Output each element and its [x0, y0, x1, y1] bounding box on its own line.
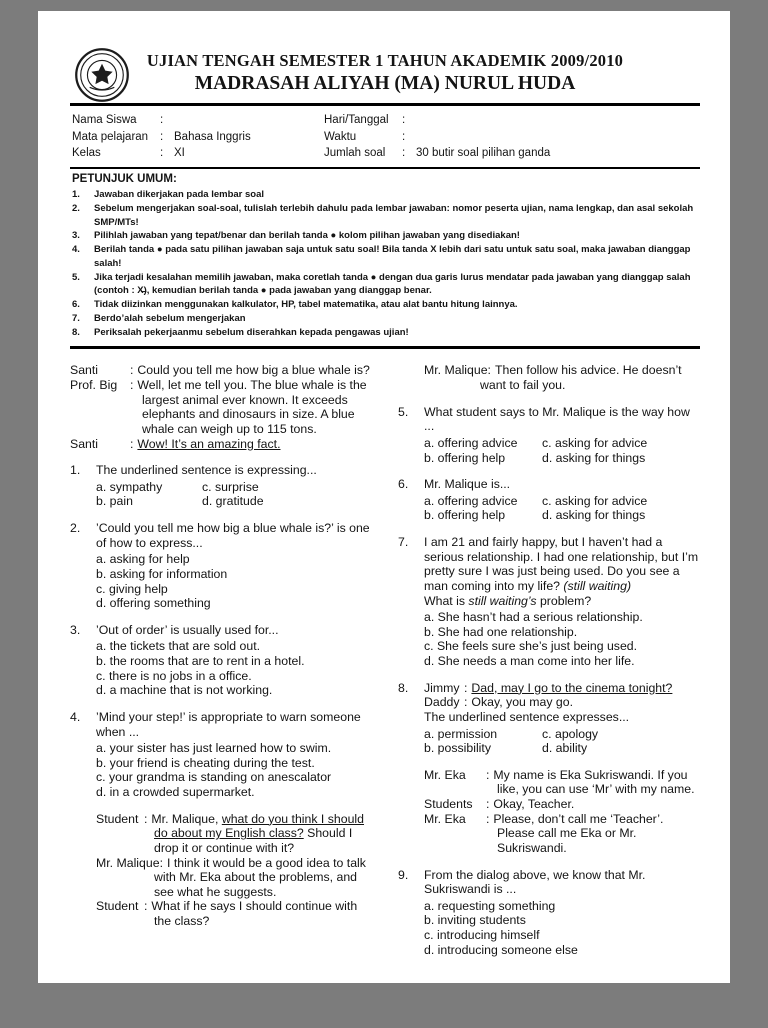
document-page	[38, 11, 730, 983]
dialog-text: I think it would be a good idea to talk with Mr. Eka about the problems, and see what he suggests.	[154, 855, 366, 899]
answer-options	[424, 436, 700, 465]
question-1	[70, 463, 372, 509]
dialog-text: Okay, you may go.	[471, 695, 574, 710]
question-text: From the dialog above, we know that Mr. Sukriswandi is ...	[424, 867, 646, 897]
info-left-column	[72, 112, 324, 162]
question-7	[398, 535, 700, 669]
option-c: c. there is no jobs in a office.	[96, 668, 252, 683]
question-5	[398, 405, 700, 466]
option-c: c. your grandma is standing on anescalator	[96, 770, 332, 785]
dialog-text: Mr. Malique,	[151, 811, 222, 826]
underlined-dialog-text: Wow! It’s an amazing fact.	[137, 436, 281, 451]
option-d: d. in a crowded supermarket.	[96, 785, 255, 800]
option-d: d. ability	[542, 741, 588, 756]
question-text: What student says to Mr. Malique is the way how ...	[424, 404, 690, 434]
dialog-text: Should I drop it or continue with it?	[154, 826, 353, 855]
speaker: Santi	[70, 363, 99, 378]
student-info-section	[70, 106, 700, 167]
question-9	[398, 868, 700, 958]
question-body	[70, 349, 700, 957]
underlined-dialog-text: what do you think I should do about my English class?	[154, 811, 365, 841]
option-a: a. the tickets that are sold out.	[96, 639, 261, 654]
dialog-text: Could you tell me how big a blue whale is?	[137, 363, 370, 378]
answer-options	[424, 727, 700, 756]
question-number: 9.	[398, 867, 409, 882]
answer-options	[424, 494, 700, 523]
option-c: c. asking for advice	[542, 435, 648, 450]
italic-text: (still waiting)	[563, 578, 632, 593]
speaker: Daddy	[424, 695, 460, 710]
dialog-line: Mr. Eka : My name is Eka Sukriswandi. If you like, you can use ‘Mr’ with my name.	[424, 767, 695, 797]
answer-options	[96, 639, 372, 698]
question-text: Mr. Malique is...	[424, 477, 511, 492]
italic-text: still waiting’s	[468, 593, 537, 608]
school-logo-icon	[74, 47, 130, 103]
answer-options	[96, 552, 372, 611]
option-d: d. gratitude	[202, 494, 264, 509]
school-name: MADRASAH ALIYAH (MA) NURUL HUDA	[194, 73, 576, 94]
speaker: Mr. Malique:	[424, 363, 491, 378]
info-label: Kelas	[72, 147, 101, 160]
option-a: a. asking for help	[96, 552, 190, 567]
dialog-english-class	[96, 812, 372, 929]
info-row-jumlah-soal	[324, 145, 550, 162]
question-number: 7.	[398, 535, 409, 550]
dialog-text: Well, let me tell you. The blue whale is the largest animal ever known. It exceeds elephants and dinosaurs in size. A blue whale can weigh up to 115 tons.	[137, 378, 367, 436]
speaker: Prof. Big	[70, 378, 118, 393]
question-text: The underlined sentence is expressing...	[96, 463, 317, 478]
info-row-waktu	[324, 129, 550, 146]
question-number: 1.	[70, 463, 81, 478]
instruction-item: 2. Sebelum mengerjakan soal-soal, tulislah terlebih dahulu pada lembar jawaban: nomor peserta ujian, nama lengkap, dan asal sekolah SMP/MTs!	[72, 202, 694, 228]
instruction-item: 7. Berdo’alah sebelum mengerjakan	[72, 312, 246, 324]
dialog-line: Student : Mr. Malique, what do you think I should do about my English class? Should I drop it or continue with it?	[96, 811, 365, 855]
question-number: 2.	[70, 521, 81, 536]
question-2	[70, 521, 372, 611]
info-value: Bahasa Inggris	[174, 130, 251, 143]
question-text: I am 21 and fairly happy, but I haven’t had a serious relationship. I had one relationship, but I’m pretty sure I was just being used. Do you see a man coming into my life? (still waiting)	[424, 535, 699, 593]
option-a: a. She hasn’t had a serious relationship.	[424, 610, 643, 625]
option-b: b. offering help	[424, 508, 506, 523]
info-colon: :	[402, 130, 406, 143]
option-a: a. offering advice	[424, 493, 518, 508]
dialog-line	[424, 363, 700, 392]
option-c: c. apology	[542, 726, 599, 741]
option-b: b. your friend is cheating during the test.	[96, 755, 315, 770]
info-right-column	[324, 112, 550, 162]
question-number: 3.	[70, 622, 81, 637]
option-b: b. She had one relationship.	[424, 624, 578, 639]
info-colon: :	[160, 114, 164, 126]
option-d: d. asking for things	[542, 508, 646, 523]
instruction-item: 4. Berilah tanda ● pada satu pilihan jawaban saja untuk satu soal! Bila tanda X lebih dari satu untuk satu soal, maka jawaban dianggap salah!	[72, 244, 691, 269]
option-c: c. She feels sure she’s just being used.	[424, 639, 638, 654]
option-b: b. pain	[96, 494, 133, 509]
instruction-item: 8. Periksalah pekerjaanmu sebelum diserahkan kepada pengawas ujian!	[72, 326, 409, 338]
option-b: b. possibility	[424, 741, 491, 756]
info-row-kelas	[72, 145, 324, 162]
instruction-item: 1. Jawaban dikerjakan pada lembar soal	[72, 189, 265, 201]
info-value: 30 butir soal pilihan ganda	[416, 147, 551, 160]
dialog-advice	[424, 363, 700, 392]
option-d: d. She needs a man come into her life.	[424, 654, 635, 669]
question-3	[70, 623, 372, 698]
dialog-mr-eka	[424, 768, 700, 856]
underlined-dialog-text: Dad, may I go to the cinema tonight?	[471, 680, 673, 695]
dialog-whale	[70, 363, 372, 451]
option-b: b. asking for information	[96, 566, 228, 581]
dialog-text: Please, don’t call me ‘Teacher’. Please call me Eka or Mr. Sukriswandi.	[493, 811, 664, 855]
answer-options	[424, 610, 700, 669]
option-c: c. introducing himself	[424, 928, 540, 943]
speaker: Mr. Eka	[424, 811, 466, 826]
dialog-line: Students : Okay, Teacher.	[424, 797, 575, 812]
speaker: Mr. Eka	[424, 767, 466, 782]
option-b: b. offering help	[424, 450, 506, 465]
info-label: Nama Siswa	[72, 114, 137, 126]
answer-options	[424, 899, 700, 958]
question-number: 8.	[398, 680, 409, 695]
option-a: a. offering advice	[424, 435, 518, 450]
option-c: c. giving help	[96, 581, 168, 596]
info-colon: :	[160, 147, 164, 160]
question-text: ’Could you tell me how big a blue whale is?’ is one of how to express...	[96, 521, 370, 550]
question-number: 6.	[398, 477, 409, 492]
dialog-text: Then follow his advice. He doesn’t want to fail you.	[480, 363, 682, 393]
answer-options	[96, 480, 372, 509]
speaker: Jimmy	[424, 680, 460, 695]
info-row-hari-tanggal	[324, 112, 550, 129]
left-column	[70, 363, 372, 957]
speaker: Mr. Malique	[96, 855, 160, 870]
dialog-line: Mr. Malique: I think it would be a good idea to talk with Mr. Eka about the problems, and see what he suggests.	[96, 855, 366, 899]
viewer-background	[0, 11, 768, 983]
info-colon: :	[160, 130, 164, 143]
speaker: Student	[96, 811, 139, 826]
option-a: a. requesting something	[424, 898, 556, 913]
dialog-text: What if he says I should continue with the class?	[151, 899, 358, 929]
exam-title: UJIAN TENGAH SEMESTER 1 TAHUN AKADEMIK 2009/2010	[146, 51, 624, 70]
right-column	[398, 363, 700, 957]
instruction-item: 3. Pilihlah jawaban yang tepat/benar dan berilah tanda ● kolom pilihan jawaban yang disediakan!	[72, 230, 520, 242]
dialog-line: Student : What if he says I should continue with the class?	[96, 899, 358, 929]
answer-options	[96, 741, 372, 800]
dialog-text: My name is Eka Sukriswandi. If you like, you can use ‘Mr’ with my name.	[493, 767, 695, 797]
option-b: b. the rooms that are to rent in a hotel.	[96, 654, 305, 669]
option-c: c. surprise	[202, 479, 259, 494]
question-text: ’Out of order’ is usually used for...	[96, 622, 279, 637]
dialog-line: Santi : Wow! It’s an amazing fact.	[70, 436, 281, 451]
question-text: ’Mind your step!’ is appropriate to warn someone when ...	[96, 709, 361, 739]
question-text: What is still waiting’s problem?	[424, 593, 592, 608]
dialog-line: Daddy : Okay, you may go.	[424, 695, 574, 710]
info-value: XI	[174, 147, 185, 160]
speaker: Students	[424, 797, 473, 812]
option-a: a. sympathy	[96, 479, 163, 494]
instructions-section	[70, 169, 700, 346]
option-d: d. a machine that is not working.	[96, 683, 273, 698]
question-8	[398, 681, 700, 756]
instruction-item: 6. Tidak diizinkan menggunakan kalkulator, HP, tabel matematika, atau alat bantu hitung lainnya.	[72, 299, 518, 311]
question-number: 4.	[70, 709, 81, 724]
dialog-text: Okay, Teacher.	[493, 797, 575, 812]
option-d: d. introducing someone else	[424, 942, 578, 957]
info-label: Jumlah soal	[324, 147, 386, 160]
dialog-line: Santi : Could you tell me how big a blue whale is?	[70, 363, 370, 378]
speaker: Santi	[70, 436, 99, 451]
option-d: d. asking for things	[542, 450, 646, 465]
question-4	[70, 710, 372, 800]
info-row-nama-siswa	[72, 112, 324, 129]
question-text: The underlined sentence expresses...	[424, 709, 630, 724]
info-label: Mata pelajaran	[72, 130, 149, 143]
question-number: 5.	[398, 404, 409, 419]
option-d: d. offering something	[96, 596, 211, 611]
option-b: b. inviting students	[424, 913, 526, 928]
option-a: a. permission	[424, 726, 498, 741]
info-row-mata-pelajaran	[72, 129, 324, 146]
exam-header	[70, 51, 700, 95]
option-c: c. asking for advice	[542, 493, 648, 508]
instruction-item: 5. Jika terjadi kesalahan memilih jawaban, maka coretlah tanda ● dengan dua garis lurus mendatar pada jawaban yang dianggap salah (contoh : X̶), kemudian berilah tanda ● pada jawaban yang dianggap benar.	[72, 271, 691, 297]
info-colon: :	[402, 147, 406, 160]
info-colon: :	[402, 114, 406, 126]
dialog-line: Jimmy : Dad, may I go to the cinema tonight?	[424, 680, 673, 695]
option-a: a. your sister has just learned how to swim.	[96, 741, 332, 756]
instructions-heading: PETUNJUK UMUM:	[72, 173, 177, 186]
dialog-line: Mr. Eka : Please, don’t call me ‘Teacher’. Please call me Eka or Mr. Sukriswandi.	[424, 811, 664, 855]
dialog-line: Prof. Big : Well, let me tell you. The blue whale is the largest animal ever known. It exceeds elephants and dinosaurs in size. A blue whale can weigh up to 115 tons.	[70, 378, 367, 436]
info-label: Hari/Tanggal	[324, 114, 389, 126]
info-label: Waktu	[324, 130, 357, 143]
speaker: Student	[96, 899, 139, 914]
question-6	[398, 477, 700, 523]
